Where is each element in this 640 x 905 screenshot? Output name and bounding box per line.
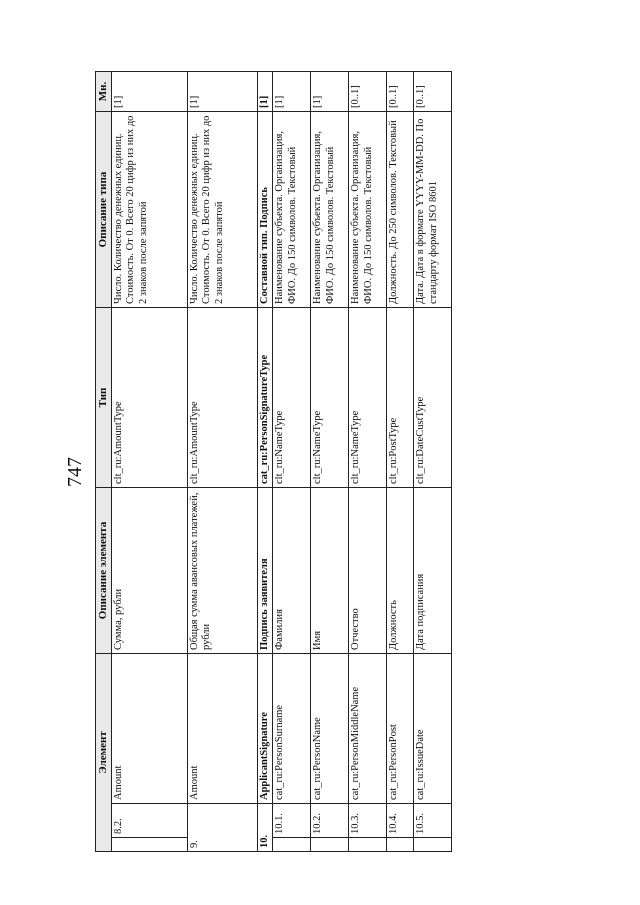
element-description: Имя [311,488,349,654]
indent-cell [414,838,452,852]
type-description: Наименование субъекта. Организация, ФИО. До 150 символов. Текстовый [273,112,311,308]
row-number: 10.4. [387,804,414,838]
table-row [187,72,257,852]
table-row [414,72,452,852]
element-description: Дата подписания [414,488,452,654]
header-element: Элемент [96,654,112,852]
table-row [387,72,414,852]
element-description: Подпись заявителя [257,488,273,654]
multiplicity: [0..1] [387,72,414,112]
header-type-description: Описание типа [96,112,112,308]
row-number: 8.2. [111,804,187,838]
multiplicity: [0..1] [414,72,452,112]
multiplicity: [1] [273,72,311,112]
table-row [111,72,187,852]
type-name: clt_ru:NameType [273,308,311,488]
header-multiplicity: Мн. [96,72,112,112]
table-row [311,72,349,852]
table-row [257,72,273,852]
multiplicity: [1] [311,72,349,112]
row-number: 9. [187,804,257,852]
type-name: clt_ru:NameType [311,308,349,488]
element-description: Отчество [349,488,387,654]
element-description: Должность [387,488,414,654]
multiplicity: [1] [257,72,273,112]
indent-cell [111,838,187,852]
row-number: 10. [257,804,273,852]
rotated-table-area [95,72,439,852]
schema-table [95,71,452,852]
table-sheet [95,72,439,852]
element-name: Amount [187,654,257,804]
type-description: Должность. До 250 символов. Текстовый [387,112,414,308]
type-description: Число. Количество денежных единиц. Стоимость. От 0. Всего 20 цифр из них до 2 знаков после запятой [187,112,257,308]
indent-cell [349,838,387,852]
row-number: 10.5. [414,804,452,838]
header-element-description: Описание элемента [96,488,112,654]
element-name: cat_ru:IssueDate [414,654,452,804]
element-description: Общая сумма авансовых платежей, рубли [187,488,257,654]
type-name: clt_ru:AmountType [187,308,257,488]
table-row [273,72,311,852]
element-name: cat_ru:PersonPost [387,654,414,804]
element-description: Фамилия [273,488,311,654]
element-name: cat_ru:PersonMiddleName [349,654,387,804]
multiplicity: [1] [111,72,187,112]
type-description: Наименование субъекта. Организация, ФИО. До 150 символов. Текстовый [311,112,349,308]
type-name: cat_ru:PersonSignatureType [257,308,273,488]
element-description: Сумма, рубли [111,488,187,654]
indent-cell [387,838,414,852]
multiplicity: [0..1] [349,72,387,112]
table-row [349,72,387,852]
multiplicity: [1] [187,72,257,112]
table-header-row [96,72,112,852]
row-number: 10.3. [349,804,387,838]
type-name: clt_ru:NameType [349,308,387,488]
type-name: clt_ru:DateCustType [414,308,452,488]
element-name: Amount [111,654,187,804]
row-number: 10.2. [311,804,349,838]
type-description: Составной тип. Подпись [257,112,273,308]
element-name: ApplicantSignature [257,654,273,804]
element-name: cat_ru:PersonSurname [273,654,311,804]
type-name: clt_ru:AmountType [111,308,187,488]
row-number: 10.1. [273,804,311,838]
page-number: 747 [64,457,86,487]
header-type: Тип [96,308,112,488]
type-description: Число. Количество денежных единиц. Стоимость. От 0. Всего 20 цифр из них до 2 знаков после запятой [111,112,187,308]
indent-cell [273,838,311,852]
type-name: clt_ru:PostType [387,308,414,488]
type-description: Дата. Дата в формате YYYY-MM-DD. По стандарту формат ISO 8601 [414,112,452,308]
type-description: Наименование субъекта. Организация, ФИО. До 150 символов. Текстовый [349,112,387,308]
element-name: cat_ru:PersonName [311,654,349,804]
indent-cell [311,838,349,852]
